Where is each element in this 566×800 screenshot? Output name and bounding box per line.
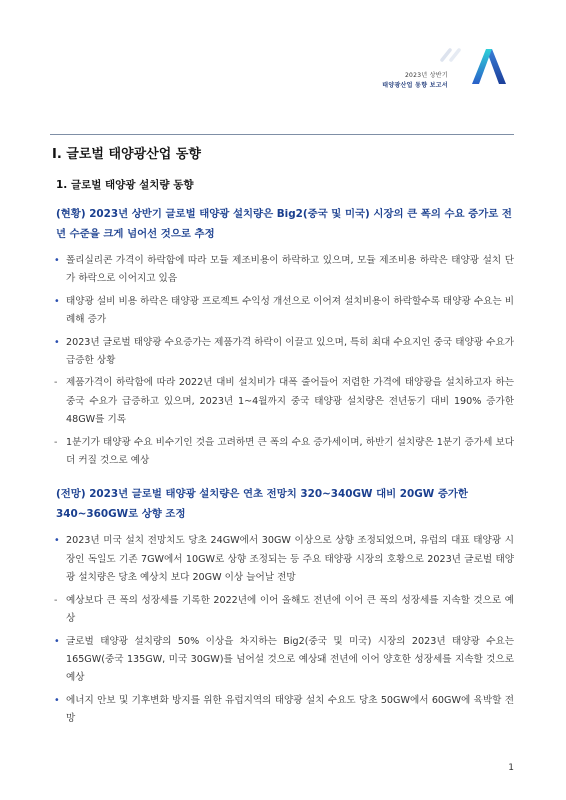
list-item: - 1분기가 태양광 수요 비수기인 것을 고려하면 큰 폭의 수요 증가세이며, 하반기 설치량은 1분기 증가세 보다 더 커질 것으로 예상 xyxy=(52,434,514,471)
page-number: 1 xyxy=(508,763,514,773)
list-item: - 제품가격이 하락함에 따라 2022년 대비 설치비가 대폭 줄어들어 저렴한 가격에 태양광을 설치하고자 하는 중국 수요가 급증하고 있으며, 2023년 1~4월까지 중국 태양광 설치량은 전년동기 대비 190% 증가한 48GW를 기록 xyxy=(52,374,514,429)
list-item: • 태양광 설비 비용 하락은 태양광 프로젝트 수익성 개선으로 이어져 설치비용이 하락할수록 태양광 수요는 비례해 증가 xyxy=(52,293,514,330)
page-body xyxy=(52,143,514,733)
section-title: 1. 글로벌 태양광 설치량 동향 xyxy=(56,179,194,191)
report-period: 2023년 상반기 xyxy=(404,72,448,79)
chapter-title: I. 글로벌 태양광산업 동향 xyxy=(52,147,201,162)
header-divider xyxy=(50,134,514,135)
outlook-block xyxy=(52,484,514,728)
outlook-heading: (전망) 2023년 글로벌 태양광 설치량은 연초 전망치 320~340GW 대비 20GW 증가한 340~360GW로 상향 조정 xyxy=(56,488,468,521)
list-item: • 에너지 안보 및 기후변화 방지를 위한 유럽지역의 태양광 설치 수요도 당초 50GW에서 60GW에 육박할 전망 xyxy=(52,692,514,729)
list-item: • 2023년 글로벌 태양광 수요증가는 제품가격 하락이 이끌고 있으며, 특히 최대 수요지인 중국 태양광 수요가 급증한 상황 xyxy=(52,334,514,371)
list-item: - 예상보다 큰 폭의 성장세를 기록한 2022년에 이어 올해도 전년에 이어 큰 폭의 성장세를 지속할 것으로 예상 xyxy=(52,592,514,629)
company-logo-icon xyxy=(471,47,507,85)
status-heading: (현황) 2023년 상반기 글로벌 태양광 설치량은 Big2(중국 및 미국) 시장의 큰 폭의 수요 증가로 전년 수준을 크게 넘어선 것으로 추정 xyxy=(56,208,512,240)
decorative-strokes-icon xyxy=(440,48,466,62)
report-title: 태양광산업 동향 보고서 xyxy=(382,82,448,89)
status-block xyxy=(52,204,514,470)
list-item: • 글로벌 태양광 설치량의 50% 이상을 차지하는 Big2(중국 및 미국) 시장의 2023년 태양광 수요는 165GW(중국 135GW, 미국 30GW)를 넘어설 것으로 예상돼 전년에 이어 양호한 성장세를 지속할 것으로 예상 xyxy=(52,633,514,688)
list-item: • 2023년 미국 설치 전망치도 당초 24GW에서 30GW 이상으로 상향 조정되었으며, 유럽의 대표 태양광 시장인 독일도 기존 7GW에서 10GW로 상향 조정되는 등 주요 태양광 시장의 호황으로 2023년 글로벌 태양광 설치량은 당초 예상치 보다 20GW 이상 늘어날 전망 xyxy=(52,532,514,587)
list-item: • 폴리실리콘 가격이 하락함에 따라 모듈 제조비용이 하락하고 있으며, 모듈 제조비용 하락은 태양광 설치 단가 하락으로 이어지고 있음 xyxy=(52,252,514,289)
report-header xyxy=(382,71,448,91)
